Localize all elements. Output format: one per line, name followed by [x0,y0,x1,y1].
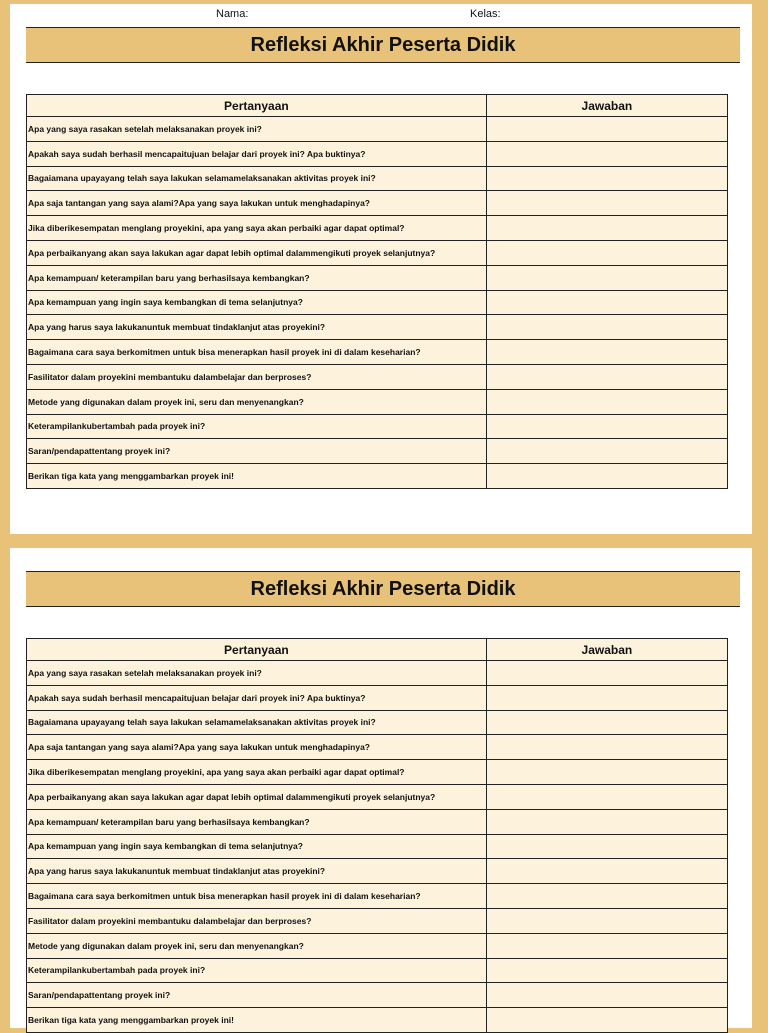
table-row [27,340,728,365]
table-row [27,414,728,439]
question-cell: Berikan tiga kata yang menggambarkan proyek ini! [27,1008,487,1033]
question-cell: Apa kemampuan yang ingin saya kembangkan di tema selanjutnya? [27,834,487,859]
table-row [27,265,728,290]
table-row [27,983,728,1008]
table-row [27,389,728,414]
answer-cell[interactable] [486,834,727,859]
table-row [27,439,728,464]
answer-cell[interactable] [486,117,727,142]
table-row [27,809,728,834]
worksheet-page-1 [10,4,752,534]
table-row [27,117,728,142]
question-cell: Apakah saya sudah berhasil mencapaitujuan belajar dari proyek ini? Apa buktinya? [27,141,487,166]
table-row [27,191,728,216]
page-title: Refleksi Akhir Peserta Didik [26,571,740,607]
question-cell: Jika diberikesempatan menglang proyekini, apa yang saya akan perbaiki agar dapat optimal? [27,216,487,241]
question-cell: Bagaimana cara saya berkomitmen untuk bisa menerapkan hasil proyek ini di dalam keseharian? [27,884,487,909]
kelas-label: Kelas: [470,8,501,20]
answer-cell[interactable] [486,464,727,489]
answer-cell[interactable] [486,685,727,710]
reflection-table [26,94,728,489]
answer-cell[interactable] [486,784,727,809]
question-cell: Apakah saya sudah berhasil mencapaitujuan belajar dari proyek ini? Apa buktinya? [27,685,487,710]
question-cell: Saran/pendapattentang proyek ini? [27,983,487,1008]
question-cell: Apa saja tantangan yang saya alami?Apa yang saya lakukan untuk menghadapinya? [27,191,487,216]
table-row [27,141,728,166]
table-row [27,834,728,859]
answer-cell[interactable] [486,389,727,414]
answer-cell[interactable] [486,340,727,365]
table-row [27,364,728,389]
table-row [27,710,728,735]
question-cell: Apa perbaikanyang akan saya lakukan agar dapat lebih optimal dalammengikuti proyek selanjutnya? [27,784,487,809]
question-cell: Bagaiamana upayayang telah saya lakukan selamamelaksanakan aktivitas proyek ini? [27,166,487,191]
question-cell: Keterampilankubertambah pada proyek ini? [27,414,487,439]
question-cell: Berikan tiga kata yang menggambarkan proyek ini! [27,464,487,489]
answer-cell[interactable] [486,166,727,191]
answer-cell[interactable] [486,414,727,439]
table-row [27,216,728,241]
table-row [27,735,728,760]
table-row [27,933,728,958]
answer-cell[interactable] [486,661,727,686]
question-cell: Apa perbaikanyang akan saya lakukan agar dapat lebih optimal dalammengikuti proyek selanjutnya? [27,240,487,265]
answer-cell[interactable] [486,240,727,265]
answer-cell[interactable] [486,290,727,315]
question-cell: Apa kemampuan/ keterampilan baru yang berhasilsaya kembangkan? [27,265,487,290]
question-cell: Saran/pendapattentang proyek ini? [27,439,487,464]
answer-cell[interactable] [486,884,727,909]
table-row [27,685,728,710]
answer-cell[interactable] [486,958,727,983]
worksheet-page-2 [10,548,752,1028]
table-header-row [27,639,728,661]
table-row [27,859,728,884]
page-title: Refleksi Akhir Peserta Didik [26,27,740,63]
answer-cell[interactable] [486,1008,727,1033]
table-row [27,884,728,909]
table-row [27,1008,728,1033]
answer-cell[interactable] [486,735,727,760]
question-cell: Apa yang harus saya lakukanuntuk membuat tindaklanjut atas proyekini? [27,859,487,884]
question-cell: Bagaimana cara saya berkomitmen untuk bisa menerapkan hasil proyek ini di dalam keseharian? [27,340,487,365]
answer-cell[interactable] [486,191,727,216]
table-row [27,958,728,983]
table-row [27,166,728,191]
answer-cell[interactable] [486,908,727,933]
question-cell: Keterampilankubertambah pada proyek ini? [27,958,487,983]
question-cell: Fasilitator dalam proyekini membantuku dalambelajar dan berproses? [27,364,487,389]
table-row [27,661,728,686]
reflection-table [26,638,728,1033]
answer-cell[interactable] [486,364,727,389]
answer-cell[interactable] [486,809,727,834]
nama-label: Nama: [216,8,249,20]
table-header-row [27,95,728,117]
question-cell: Fasilitator dalam proyekini membantuku dalambelajar dan berproses? [27,908,487,933]
question-cell: Apa kemampuan yang ingin saya kembangkan di tema selanjutnya? [27,290,487,315]
student-info-row [10,8,752,26]
column-header-pertanyaan: Pertanyaan [27,95,487,117]
table-row [27,464,728,489]
table-row [27,908,728,933]
table-row [27,290,728,315]
table-row [27,240,728,265]
table-row [27,315,728,340]
answer-cell[interactable] [486,141,727,166]
column-header-jawaban: Jawaban [486,95,727,117]
question-cell: Apa yang saya rasakan setelah melaksanakan proyek ini? [27,117,487,142]
answer-cell[interactable] [486,760,727,785]
question-cell: Metode yang digunakan dalam proyek ini, seru dan menyenangkan? [27,389,487,414]
question-cell: Apa yang saya rasakan setelah melaksanakan proyek ini? [27,661,487,686]
table-row [27,784,728,809]
question-cell: Apa yang harus saya lakukanuntuk membuat tindaklanjut atas proyekini? [27,315,487,340]
answer-cell[interactable] [486,710,727,735]
answer-cell[interactable] [486,315,727,340]
table-row [27,760,728,785]
question-cell: Metode yang digunakan dalam proyek ini, seru dan menyenangkan? [27,933,487,958]
question-cell: Bagaiamana upayayang telah saya lakukan selamamelaksanakan aktivitas proyek ini? [27,710,487,735]
answer-cell[interactable] [486,983,727,1008]
answer-cell[interactable] [486,859,727,884]
question-cell: Apa saja tantangan yang saya alami?Apa yang saya lakukan untuk menghadapinya? [27,735,487,760]
question-cell: Apa kemampuan/ keterampilan baru yang berhasilsaya kembangkan? [27,809,487,834]
answer-cell[interactable] [486,439,727,464]
column-header-pertanyaan: Pertanyaan [27,639,487,661]
answer-cell[interactable] [486,933,727,958]
question-cell: Jika diberikesempatan menglang proyekini, apa yang saya akan perbaiki agar dapat optimal? [27,760,487,785]
answer-cell[interactable] [486,265,727,290]
column-header-jawaban: Jawaban [486,639,727,661]
answer-cell[interactable] [486,216,727,241]
